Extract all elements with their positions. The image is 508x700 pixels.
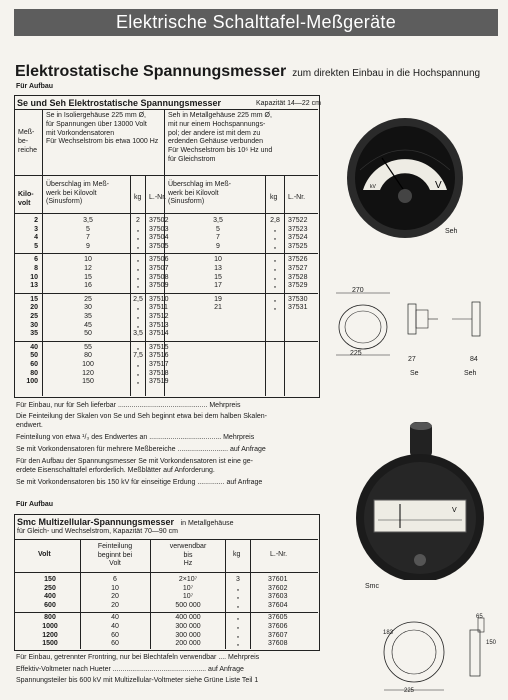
t2-feinteilung-cell: 20 [111,601,119,609]
caption-smc-photo: Smc [365,583,379,590]
t1-kilovolt-cell: 5 [34,242,38,250]
t1-ueberschlag-se-cell: 15 [84,273,92,281]
t1-lnr-seh-cell: 37528 [288,273,308,281]
t2-feinteilung-cell: 40 [111,614,119,622]
t1-ueberschlag-se-cell: 25 [84,295,92,303]
t2-lnr-cell: 37608 [268,640,288,648]
t1-kg-se-cell: 2 [136,217,140,224]
t2-feinteilung-cell: 6 [113,576,117,583]
dim-84: 84 [470,356,478,363]
t1-kg-seh-cell: „ [273,304,277,312]
t1-lnr-se-cell: 37502 [149,217,169,224]
t1-lnr-se-cell: 37518 [149,369,169,377]
t2-lnr-cell: 37601 [268,576,288,583]
dim-183: 183 [383,630,394,636]
messbereiche-label: Meß- be- reiche [18,129,38,154]
t1-kg-se-cell: „ [136,273,140,281]
t2-kg-cell: 3 [236,576,240,583]
t1-kilovolt-cell: 13 [30,282,38,290]
t1-kilovolt-cell: 35 [30,330,38,338]
t1-lnr-seh-cell: 37529 [288,282,308,290]
note-line-1: Se mit Vorkondensatoren bis 150 kV für einseitige Erdung .............. auf Anfrage [16,479,263,486]
t1-kg-se-cell: „ [136,265,140,272]
t1-kg-seh-cell: „ [273,295,277,303]
t1-lnr-se-cell: 37519 [149,378,169,386]
t1-kg-seh-cell: „ [273,234,277,242]
note-line-1: Die Feinteilung der Skalen von Se und Seh beginnt etwa bei dem halben Skalen- [16,413,267,420]
t2-volt-cell: 1200 [42,631,58,639]
t1-kilovolt-cell: 30 [30,321,38,329]
t1-kg-se-cell: „ [136,378,140,386]
t1-lnr-se-cell: 37517 [149,361,169,368]
caption-seh-drawing: Seh [464,370,477,377]
t1-kg-se-cell: „ [136,304,140,312]
t1-kilovolt-cell: 50 [30,352,38,360]
t2-volt-cell: 1500 [42,640,58,648]
table1-range: Kapazität 14—22 cm [256,100,321,107]
smc-dimension-drawing [378,608,498,696]
t2-frequenz-cell: 2×10⁷ [178,576,198,583]
t2-feinteilung-cell: 60 [111,640,119,648]
se-side-drawing [398,290,442,350]
note-line-1: Für den Aufbau der Spannungsmesser Se mit Vorkondensatoren ist eine ge- [16,458,253,465]
t2-kg-cell: „ [236,614,240,622]
t1-lnr-seh-cell: 37525 [288,242,308,250]
t1-kilovolt-cell: 60 [30,361,38,368]
t2-lnr-cell: 37604 [268,601,288,609]
t2-frequenz-cell: 300 000 [175,631,201,639]
t2-volt-cell: 600 [44,601,56,609]
t1-ueberschlag-se-cell: 55 [84,343,92,351]
t2-lnr-cell: 37603 [268,593,288,601]
table2-subtitle: für Gleich- und Wechselstrom, Kapazität 70—90 cm [17,528,178,535]
t1-kg-se-cell: „ [136,282,140,290]
t1-kg-se-cell: 7,5 [133,352,143,360]
se-description: Se in Isoliergehäuse 225 mm Ø, für Spannungen über 13000 Volt mit Vorkondensatoren Für Wechselstrom bis etwa 1000 Hz [46,112,159,146]
dim-225: 225 [350,350,362,357]
t2-feinteilung-cell: 20 [111,593,119,601]
t1-kilovolt-cell: 6 [34,256,38,264]
dial-volt-symbol: V [435,180,442,191]
t1-lnr-se-cell: 37505 [149,242,169,250]
t2-frequenz-cell: 200 000 [175,640,201,648]
t1-lnr-seh-cell: 37530 [288,295,308,303]
col-ueberschlag-se: Überschlag im Meß- werk bei Kilovolt (Sinusform) [46,181,110,206]
t2-kg-cell: „ [236,631,240,639]
t1-ueberschlag-seh-cell: 3,5 [213,217,223,224]
note-line-1: erdete Eisenschalttafel erforderlich. Meßblätter auf Anforderung. [16,467,215,474]
t1-kg-se-cell: „ [136,242,140,250]
t2-frequenz-cell: 10⁷ [182,584,194,592]
t1-kg-se-cell: „ [136,321,140,329]
dim-27: 27 [408,356,416,363]
t1-kilovolt-cell: 4 [34,234,38,242]
section-label-1: Für Aufbau [16,83,54,90]
t1-ueberschlag-se-cell: 45 [84,321,92,329]
t1-lnr-se-cell: 37509 [149,282,169,290]
t1-ueberschlag-se-cell: 120 [82,369,94,377]
t1-kg-se-cell: „ [136,234,140,242]
t2-volt-cell: 250 [44,584,56,592]
t1-ueberschlag-se-cell: 50 [84,330,92,338]
note-line-1: Feinteilung von etwa ¹/₃ des Endwertes an ..................................... Mehrpreis [16,434,255,441]
t1-lnr-se-cell: 37513 [149,321,169,329]
t1-kg-se-cell: „ [136,361,140,368]
t1-ueberschlag-se-cell: 9 [86,242,90,250]
t1-ueberschlag-se-cell: 35 [84,313,92,320]
t1-kilovolt-cell: 10 [30,273,38,281]
t1-ueberschlag-se-cell: 5 [86,225,90,233]
section-label-2: Für Aufbau [16,501,54,508]
t1-kilovolt-cell: 25 [30,313,38,320]
t2-kg-cell: „ [236,593,240,601]
t1-ueberschlag-seh-cell: 15 [214,273,222,281]
t1-ueberschlag-se-cell: 80 [84,352,92,360]
dim-225b: 225 [404,688,415,694]
t1-ueberschlag-seh-cell: 21 [214,304,222,312]
col-frequenz: verwendbar bis Hz [169,543,207,568]
t2-lnr-cell: 37607 [268,631,288,639]
t2-kg-cell: „ [236,623,240,630]
t1-kilovolt-cell: 80 [30,369,38,377]
col-feinteilung: Feinteilung beginnt bei Volt [97,543,133,568]
page-title: Elektrostatische Spannungsmesser zum direkten Einbau in die Hochspannung [15,63,481,80]
t1-kilovolt-cell: 40 [30,343,38,351]
note-line-1: Se mit Vorkondensatoren für mehrere Meßbereiche .......................... auf Anfrage [16,446,266,453]
t1-kg-seh-cell: „ [273,282,277,290]
col-kilovolt: Kilo- volt [18,191,34,207]
t1-ueberschlag-seh-cell: 13 [214,265,222,272]
dial-kilovolt-label: kV [370,184,376,190]
caption-seh-photo: Seh [445,228,458,235]
t1-ueberschlag-seh-cell: 7 [216,234,220,242]
t2-kg-cell: „ [236,601,240,609]
t1-ueberschlag-seh-cell: 17 [214,282,222,290]
col-volt: Volt [38,551,51,558]
t2-kg-cell: „ [236,640,240,648]
t2-volt-cell: 1000 [42,623,58,630]
t1-kg-seh-cell: „ [273,265,277,272]
col-lnr-seh: L.-Nr. [288,194,306,201]
t2-volt-cell: 400 [44,593,56,601]
t2-frequenz-cell: 500 000 [175,601,201,609]
seh-description: Seh in Metallgehäuse 225 mm Ø, mit nur einem Hochspannungs- pol; der andere ist mit dem zu erdenden Gehäuse verbunden Für Wechselstrom bis 10⁶ Hz und für Gleichstrom [168,112,273,163]
page-subtitle: zum direkten Einbau in die Hochspannung [292,68,481,79]
t2-lnr-cell: 37602 [268,584,288,592]
t1-kilovolt-cell: 8 [34,265,38,272]
t1-lnr-se-cell: 37514 [149,330,169,338]
t1-lnr-seh-cell: 37526 [288,256,308,264]
t2-feinteilung-cell: 10 [111,584,119,592]
t1-ueberschlag-se-cell: 16 [84,282,92,290]
seh-side-drawing [448,290,498,350]
t2-feinteilung-cell: 40 [111,623,119,630]
t1-lnr-se-cell: 37511 [149,304,168,312]
note-line-1: endwert. [16,422,43,429]
se-dimension-drawing [326,285,398,365]
col-kg-smc: kg [233,551,241,558]
t1-lnr-se-cell: 37510 [149,295,169,303]
t1-ueberschlag-se-cell: 3,5 [83,217,93,224]
t1-kg-se-cell: „ [136,313,140,320]
col-lnr-smc: L.-Nr. [270,551,288,558]
t1-kg-seh-cell: „ [273,273,277,281]
t1-lnr-se-cell: 37508 [149,273,169,281]
t1-kilovolt-cell: 2 [34,217,38,224]
page-banner: Elektrische Schalttafel-Meßgeräte [14,9,498,36]
dim-150: 150 [486,640,497,646]
t1-kg-se-cell: 3,5 [133,330,143,338]
col-kg-seh: kg [270,194,278,201]
t1-kg-se-cell: „ [136,343,140,351]
t1-lnr-seh-cell: 37531 [288,304,308,312]
t1-lnr-se-cell: 37506 [149,256,169,264]
t1-ueberschlag-se-cell: 10 [84,256,92,264]
t1-group-divider [14,253,318,254]
t1-lnr-seh-cell: 37524 [288,234,308,242]
t2-volt-cell: 800 [44,614,56,622]
t1-kg-se-cell: 2,5 [133,295,143,303]
t2-frequenz-cell: 400 000 [175,614,201,622]
t1-kg-se-cell: „ [136,369,140,377]
t2-lnr-cell: 37606 [268,623,288,630]
t1-lnr-seh-cell: 37523 [288,225,308,233]
note-line-2: Für Einbau, getrennter Frontring, nur bei Blechtafeln verwendbar .... Mehrpreis [16,654,260,661]
t1-kilovolt-cell: 100 [26,378,38,386]
t1-kg-seh-cell: „ [273,225,277,233]
smc-meter-photo [340,420,500,580]
t1-lnr-se-cell: 37516 [149,352,169,360]
t2-lnr-cell: 37605 [268,614,288,622]
t1-kg-seh-cell: 2,8 [270,217,280,224]
t1-lnr-seh-cell: 37522 [288,217,308,224]
col-kg-se: kg [134,194,142,201]
t1-kilovolt-cell: 15 [30,295,38,303]
t1-lnr-se-cell: 37503 [149,225,169,233]
table2-title: Smc Multizellular-Spannungsmesser in Metallgehäuse [17,517,234,527]
t1-kilovolt-cell: 20 [30,304,38,312]
t1-ueberschlag-seh-cell: 5 [216,225,220,233]
t1-lnr-seh-cell: 37527 [288,265,308,272]
t2-group-divider [14,612,318,613]
t2-kg-cell: „ [236,584,240,592]
t1-ueberschlag-se-cell: 100 [82,361,94,368]
t1-lnr-se-cell: 37512 [149,313,169,320]
dim-270: 270 [352,287,364,294]
t1-ueberschlag-seh-cell: 19 [214,295,222,303]
col-lnr-se: L.-Nr. [149,194,167,201]
t2-feinteilung-cell: 60 [111,631,119,639]
t1-kg-se-cell: „ [136,225,140,233]
t1-ueberschlag-se-cell: 7 [86,234,90,242]
t1-ueberschlag-se-cell: 12 [84,265,92,272]
t2-volt-cell: 150 [44,576,56,583]
dim-65: 65 [476,614,483,620]
seh-meter-photo [330,110,480,240]
t1-group-divider [14,293,318,294]
t1-ueberschlag-seh-cell: 9 [216,242,220,250]
t1-lnr-se-cell: 37507 [149,265,169,272]
t1-kg-seh-cell: „ [273,256,277,264]
t1-ueberschlag-se-cell: 30 [84,304,92,312]
note-line-1: Für Einbau, nur für Seh lieferbar .............................................. Mehrpreis [16,402,241,409]
note-line-2: Effektiv-Voltmeter nach Hueter ................................................ auf Anfrage [16,666,244,673]
t1-ueberschlag-seh-cell: 10 [214,256,222,264]
smc-dial-volt-symbol: V [452,507,457,514]
t1-kg-seh-cell: „ [273,242,277,250]
note-line-2: Spannungsteiler bis 600 kV mit Multizellular-Voltmeter siehe Grüne Liste Teil 1 [16,677,259,684]
col-ueberschlag-seh: Überschlag im Meß- werk bei Kilovolt (Sinusform) [168,181,232,206]
t1-kg-se-cell: „ [136,256,140,264]
table1-title: Se und Seh Elektrostatische Spannungsmesser [17,98,222,108]
t2-frequenz-cell: 300 000 [175,623,201,630]
t1-ueberschlag-se-cell: 150 [82,378,94,386]
t1-lnr-se-cell: 37504 [149,234,169,242]
caption-se-drawing: Se [410,370,419,377]
t1-group-divider [14,341,318,342]
t2-frequenz-cell: 10⁷ [182,593,194,601]
t1-lnr-se-cell: 37515 [149,343,169,351]
t1-kilovolt-cell: 3 [34,225,38,233]
